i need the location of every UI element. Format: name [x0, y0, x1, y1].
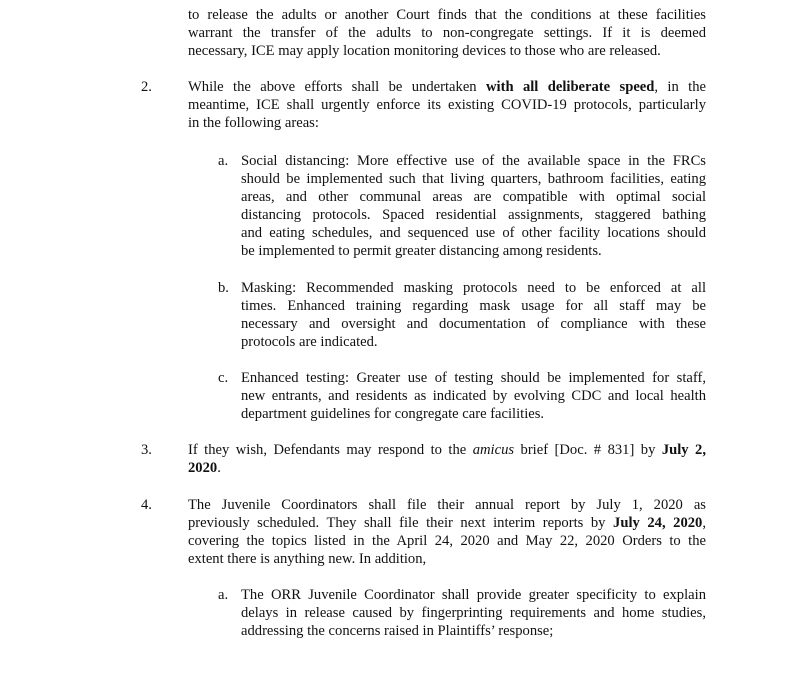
item2-line	[188, 78, 706, 96]
item4a-line: addressing the concerns raised in Plaintiffs’ response;	[241, 623, 554, 639]
item3-line	[188, 441, 706, 459]
item4-text: previously scheduled. They shall file their next interim reports by	[188, 515, 614, 531]
item2a-line: Social distancing: More effective use of the available space in the FRCs	[241, 153, 706, 169]
item4-line	[188, 514, 706, 532]
item2b-line: necessary and oversight and documentation of compliance with these	[241, 316, 706, 332]
item2b-paragraph	[241, 279, 706, 351]
item2a-line: should be implemented such that living quarters, bathroom facilities, eating	[241, 171, 706, 187]
item-number: 4.	[141, 497, 152, 513]
item2a-line: be implemented to permit greater distancing among residents.	[241, 243, 602, 259]
item2c-paragraph	[241, 369, 706, 423]
item3-paragraph	[188, 441, 706, 477]
item2-text: , in the	[654, 79, 706, 95]
item3-text: .	[217, 460, 221, 476]
item2b-line: times. Enhanced training regarding mask usage for all staff may be	[241, 298, 706, 314]
item3-text: brief [Doc. # 831] by	[514, 442, 662, 458]
intro-line: warrant the transfer of the adults to non-congregate settings. If it is deemed	[188, 25, 706, 41]
item3-bold-year: 2020	[188, 460, 218, 476]
item4-bold-date: July 24, 2020	[613, 515, 703, 531]
subitem-label: c.	[218, 370, 229, 386]
subitem-label: b.	[218, 280, 229, 296]
item3-text: If they wish, Defendants may respond to the	[188, 442, 473, 458]
item4a-paragraph	[241, 586, 706, 640]
item4a-line: The ORR Juvenile Coordinator shall provide greater specificity to explain	[241, 587, 706, 603]
subitem-label: a.	[218, 587, 229, 603]
item3-line	[188, 459, 706, 477]
item4-text: ,	[702, 515, 706, 531]
item2c-line: new entrants, and residents as indicated by evolving CDC and local health	[241, 388, 706, 404]
intro-line: to release the adults or another Court finds that the conditions at these facilities	[188, 7, 706, 23]
item2c-line: department guidelines for congregate care facilities.	[241, 406, 545, 422]
item3-italic-text: amicus	[472, 442, 515, 458]
item2a-paragraph	[241, 152, 706, 260]
subitem-label: a.	[218, 153, 229, 169]
item2-line: in the following areas:	[188, 115, 319, 131]
item4a-line: delays in release caused by fingerprinting requirements and home studies,	[241, 605, 706, 621]
item2b-line: protocols are indicated.	[241, 334, 378, 350]
item4-line: covering the topics listed in the April 24, 2020 and May 22, 2020 Orders to the	[188, 533, 706, 549]
intro-line: necessary, ICE may apply location monitoring devices to those who are released.	[188, 43, 661, 59]
item3-bold-date: July 2,	[661, 442, 706, 458]
item2c-line: Enhanced testing: Greater use of testing should be implemented for staff,	[241, 370, 706, 386]
item-number: 2.	[141, 79, 152, 95]
intro-paragraph	[188, 6, 706, 60]
item2-line: meantime, ICE shall urgently enforce its existing COVID-19 protocols, particularly	[188, 97, 706, 113]
item2a-line: and eating schedules, and sequenced use of other facility locations should	[241, 225, 706, 241]
item4-line: The Juvenile Coordinators shall file their annual report by July 1, 2020 as	[188, 497, 706, 513]
item2-bold-text: with all deliberate speed	[486, 79, 655, 95]
item4-line: extent there is anything new. In addition,	[188, 551, 427, 567]
item2a-line: areas, and other communal areas are compatible with optimal social	[241, 189, 706, 205]
item-number: 3.	[141, 442, 152, 458]
item2-paragraph	[188, 78, 706, 132]
item2a-line: distancing protocols. Spaced residential assignments, staggered bathing	[241, 207, 706, 223]
item2-text: While the above efforts shall be undertaken	[188, 79, 486, 95]
item4-paragraph	[188, 496, 706, 568]
item2b-line: Masking: Recommended masking protocols need to be enforced at all	[241, 280, 706, 296]
